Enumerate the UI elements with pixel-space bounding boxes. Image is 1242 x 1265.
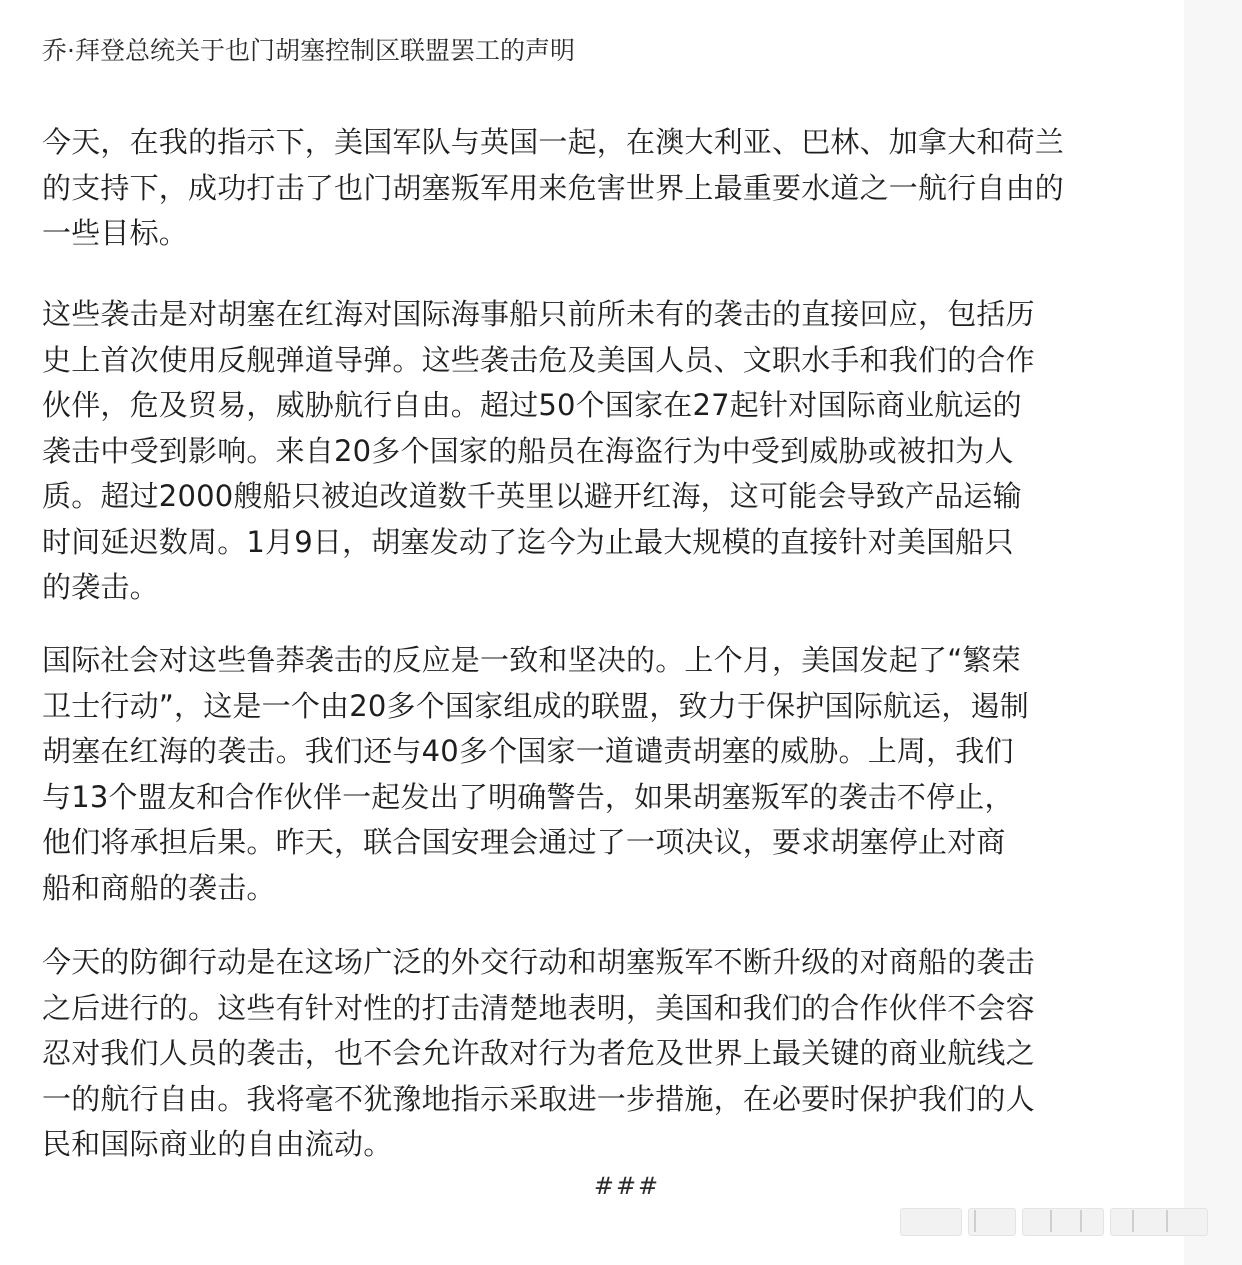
paragraph-line: 船和商船的袭击。: [42, 870, 276, 905]
right-margin-strip: [1184, 0, 1242, 1265]
paragraph-4: [42, 940, 1177, 1168]
paragraph-line: 的支持下，成功打击了也门胡塞叛军用来危害世界上最重要水道之一航行自由的: [42, 170, 1065, 205]
paragraph-line: 的袭击。: [42, 570, 159, 604]
paragraph-line: 今天，在我的指示下，美国军队与英国一起，在澳大利亚、巴林、加拿大和荷兰: [42, 125, 1065, 159]
watermark-stroke: [1132, 1210, 1134, 1232]
document-title: 乔·拜登总统关于也门胡塞控制区联盟罢工的声明: [42, 36, 575, 65]
paragraph-1: [42, 120, 1177, 257]
paragraph-line: 国际社会对这些鲁莽袭击的反应是一致和坚决的。上个月，美国发起了“繁荣: [42, 643, 1021, 677]
paragraph-line: 这些袭击是对胡塞在红海对国际海事船只前所未有的袭击的直接回应，包括历: [42, 297, 1035, 331]
paragraph-line: 胡塞在红海的袭击。我们还与40多个国家一道谴责胡塞的威胁。上周，我们: [42, 734, 1014, 768]
paragraph-line: 忍对我们人员的袭击，也不会允许敌对行为者危及世界上最关键的商业航线之: [42, 1036, 1035, 1070]
paragraph-line: 袭击中受到影响。来自20多个国家的船员在海盗行为中受到威胁或被扣为人: [42, 433, 1014, 468]
paragraph-line: 他们将承担后果。昨天，联合国安理会通过了一项决议，要求胡塞停止对商: [42, 825, 1006, 859]
paragraph-line: 与13个盟友和合作伙伴一起发出了明确警告，如果胡塞叛军的袭击不停止，: [42, 779, 1014, 814]
paragraph-line: 质。超过2000艘船只被迫改道数千英里以避开红海，这可能会导致产品运输: [42, 479, 1022, 513]
paragraph-2: [42, 292, 1177, 611]
watermark-segment: [1022, 1208, 1104, 1236]
paragraph-line: 卫士行动”，这是一个由20多个国家组成的联盟，致力于保护国际航运，遏制: [42, 688, 1029, 723]
paragraph-line: 伙伴，危及贸易，威胁航行自由。超过50个国家在27起针对国际商业航运的: [42, 388, 1022, 422]
watermark-stroke: [1166, 1210, 1168, 1232]
watermark-stroke: [1080, 1210, 1082, 1232]
paragraph-line: 一些目标。: [42, 216, 189, 250]
paragraph-line: 民和国际商业的自由流动。: [42, 1127, 393, 1161]
watermark-stroke: [1050, 1210, 1052, 1232]
paragraph-line: 一的航行自由。我将毫不犹豫地指示采取进一步措施，在必要时保护我们的人: [42, 1081, 1035, 1116]
paragraph-line: 今天的防御行动是在这场广泛的外交行动和胡塞叛军不断升级的对商船的袭击: [42, 945, 1035, 979]
end-of-document-mark: ###: [593, 1172, 661, 1200]
watermark-segment: [1110, 1208, 1208, 1236]
watermark-segment: [900, 1208, 962, 1236]
paragraph-line: 史上首次使用反舰弹道导弹。这些袭击危及美国人员、文职水手和我们的合作: [42, 342, 1035, 377]
paragraph-line: 之后进行的。这些有针对性的打击清楚地表明，美国和我们的合作伙伴不会容: [42, 990, 1035, 1025]
watermark-stroke: [974, 1210, 976, 1232]
paragraph-3: [42, 638, 1177, 911]
paragraph-line: 时间延迟数周。1月9日，胡塞发动了迄今为止最大规模的直接针对美国船只: [42, 524, 1014, 559]
watermark-graphic: [900, 1206, 1212, 1238]
